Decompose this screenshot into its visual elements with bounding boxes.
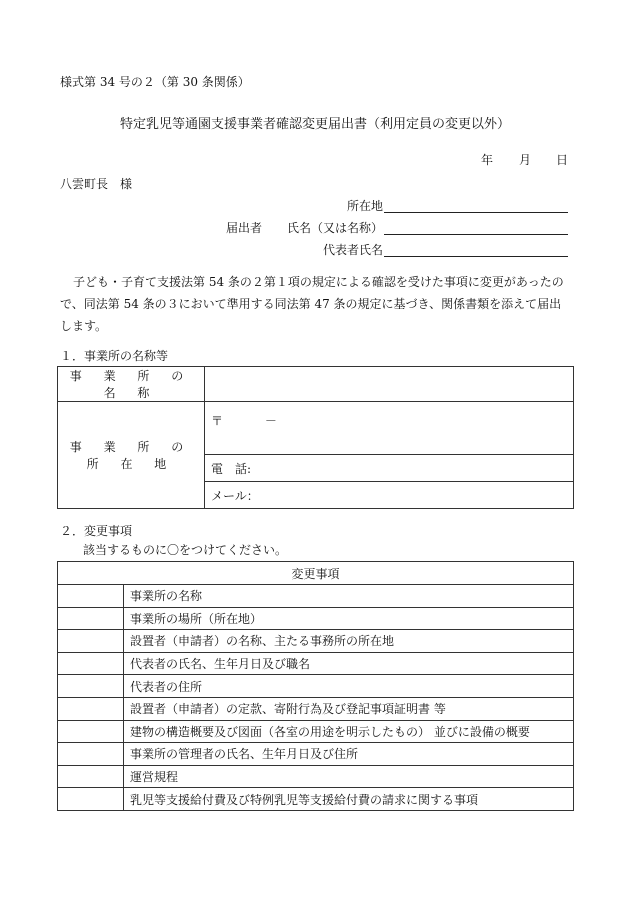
circle-cell[interactable] — [58, 675, 124, 698]
circle-cell[interactable] — [58, 788, 124, 811]
name-field[interactable] — [384, 234, 568, 235]
change-item: 事業所の名称 — [124, 585, 574, 608]
location-label: 所在地 — [347, 199, 384, 213]
addressee: 八雲町長 様 — [60, 177, 133, 191]
email-label: メール： — [211, 488, 259, 503]
change-item: 代表者の氏名、生年月日及び職名 — [124, 652, 574, 675]
form-number: 様式第 34 号の２（第 30 条関係） — [60, 75, 250, 89]
body-line-1: 子ども・子育て支援法第 54 条の２第１項の規定による確認を受けた事項に変更があったの — [73, 275, 564, 289]
section1-heading: １．事業所の名称等 — [60, 349, 169, 363]
change-item: 事業所の管理者の氏名、生年月日及び住所 — [124, 743, 574, 766]
body-line-2: で、同法第 54 条の３において準用する同法第 47 条の規定に基づき、関係書類を添えて届出 — [60, 297, 562, 311]
section2-instruction: 該当するものに〇をつけてください。 — [83, 543, 288, 557]
date-day: 日 — [556, 153, 569, 167]
date-year: 年 — [481, 153, 494, 167]
change-item: 設置者（申請者）の定款、寄附行為及び登記事項証明書 等 — [124, 697, 574, 720]
change-item: 事業所の場所（所在地） — [124, 607, 574, 630]
postal-dash: － — [264, 414, 277, 428]
circle-cell[interactable] — [58, 765, 124, 788]
submitter-label: 届出者 — [226, 221, 263, 235]
postal-code-field[interactable] — [205, 402, 574, 455]
date-month: 月 — [519, 153, 532, 167]
representative-field[interactable] — [384, 256, 568, 257]
postal-mark: 〒 — [211, 414, 224, 428]
circle-cell[interactable] — [58, 697, 124, 720]
change-item: 建物の構造概要及び図面（各室の用途を明示したもの） 並びに設備の概要 — [124, 720, 574, 743]
change-item: 代表者の住所 — [124, 675, 574, 698]
body-line-3: します。 — [60, 319, 108, 333]
section2-heading: ２．変更事項 — [60, 524, 133, 538]
circle-cell[interactable] — [58, 720, 124, 743]
document-title: 特定乳児等通園支援事業者確認変更届出書（利用定員の変更以外） — [119, 117, 510, 132]
change-table-header: 変更事項 — [58, 562, 574, 585]
circle-cell[interactable] — [58, 607, 124, 630]
facility-table — [57, 366, 574, 509]
circle-cell[interactable] — [58, 585, 124, 608]
phone-label: 電 話: — [211, 461, 252, 476]
facility-address-label: 事 業 所 の 所 在 地 — [58, 402, 205, 509]
change-item: 設置者（申請者）の名称、主たる事務所の所在地 — [124, 630, 574, 653]
circle-cell[interactable] — [58, 652, 124, 675]
circle-cell[interactable] — [58, 630, 124, 653]
facility-name-field[interactable] — [205, 367, 574, 402]
circle-cell[interactable] — [58, 743, 124, 766]
phone-field[interactable] — [205, 455, 574, 482]
change-item: 運営規程 — [124, 765, 574, 788]
facility-name-label: 事 業 所 の 名 称 — [58, 367, 205, 402]
representative-label: 代表者氏名 — [323, 243, 384, 257]
change-item: 乳児等支援給付費及び特例乳児等支援給付費の請求に関する事項 — [124, 788, 574, 811]
change-items-table — [57, 561, 574, 811]
email-field[interactable] — [205, 482, 574, 509]
name-label: 氏名（又は名称） — [287, 221, 384, 235]
location-field[interactable] — [384, 212, 568, 213]
